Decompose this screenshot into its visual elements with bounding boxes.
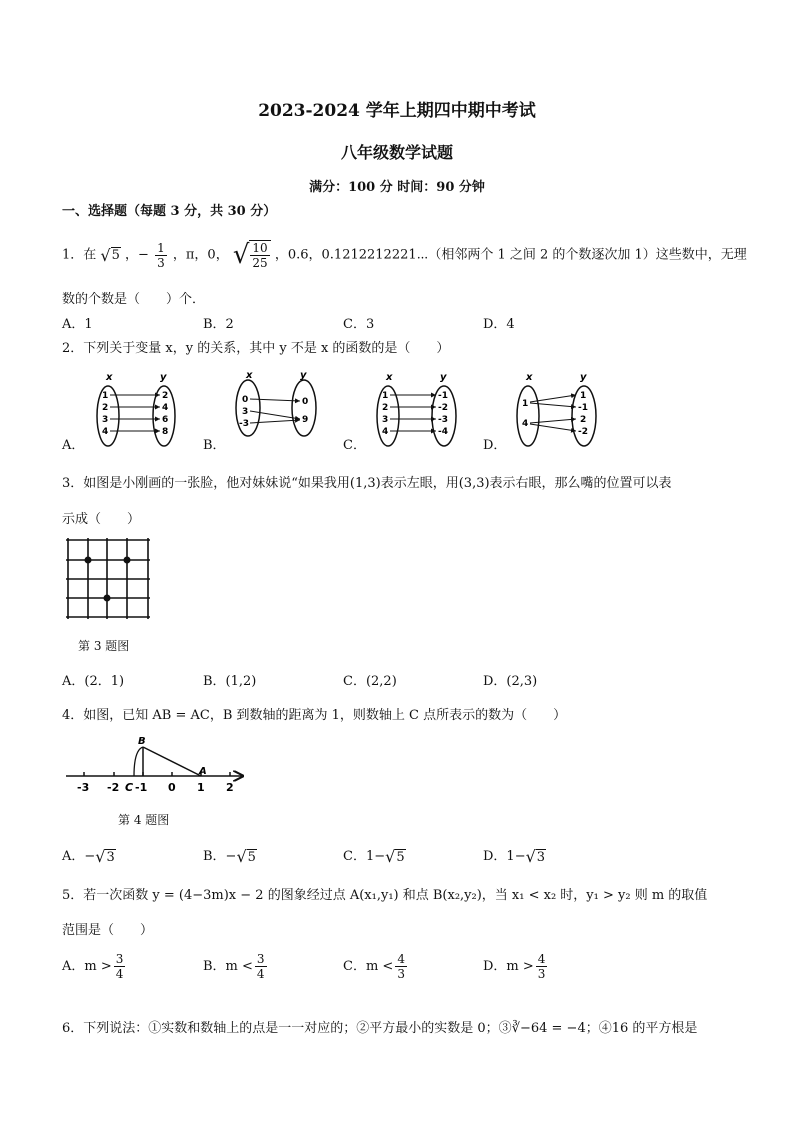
svg-text:-1: -1	[438, 391, 448, 401]
q3-face-grid	[62, 535, 154, 623]
svg-text:4: 4	[102, 427, 109, 437]
svg-text:-3: -3	[77, 781, 90, 794]
svg-text:9: 9	[302, 415, 309, 425]
svg-text:x: x	[526, 372, 533, 383]
svg-text:1: 1	[102, 391, 109, 401]
svg-text:0: 0	[242, 395, 249, 405]
diagram-d	[517, 372, 596, 446]
svg-text:2: 2	[226, 781, 234, 794]
q5-option-b[interactable]: B．m < $\frac{3}{4}$	[203, 952, 265, 981]
svg-text:0: 0	[302, 397, 309, 407]
svg-text:2: 2	[102, 403, 109, 413]
svg-text:x: x	[386, 372, 393, 383]
svg-text:x: x	[246, 370, 253, 381]
q1-option-a[interactable]: A．1	[62, 317, 93, 332]
svg-text:1: 1	[522, 399, 529, 409]
question-5-line2: 范围是（ ）	[62, 923, 154, 938]
svg-text:-2: -2	[107, 781, 120, 794]
diagram-c	[377, 372, 456, 446]
right-eye-dot	[124, 557, 131, 564]
diagram-a	[97, 372, 175, 446]
exam-subtitle: 八年级数学试题	[340, 143, 453, 162]
q5-option-c[interactable]: C．m < $\frac{4}{3}$	[343, 952, 405, 981]
q5-option-a[interactable]: A．m > $\frac{3}{4}$	[62, 952, 124, 981]
point-b: B	[138, 736, 146, 747]
left-eye-dot	[85, 557, 92, 564]
q1-option-c[interactable]: C．3	[343, 317, 375, 332]
q4-option-b[interactable]: B．− √ 5	[203, 847, 256, 866]
svg-text:-3: -3	[438, 415, 448, 425]
svg-text:y: y	[440, 372, 447, 383]
question-5: 5．若一次函数 y = (4−3m)x − 2 的图象经过点 A(x₁,y₁) 和点 B(x₂,y₂)，当 x₁ < x₂ 时，y₁ > y₂ 则 m 的取值	[62, 888, 708, 903]
diagram-b	[236, 370, 316, 436]
q3-caption: 第 3 题图	[78, 639, 130, 653]
q3-option-b[interactable]: B．(1,2)	[203, 674, 257, 689]
q3-option-c[interactable]: C．(2,2)	[343, 674, 397, 689]
svg-text:0: 0	[168, 781, 176, 794]
svg-text:-2: -2	[578, 427, 588, 437]
q3-option-a[interactable]: A．(2．1)	[62, 674, 125, 689]
question-1: 1．在 √ 5 ，− $\frac{1}{3}$ ，π，0， √ $\frac{10}{25}$ ，0.6，0.1212212221⋯（相邻两个 1 之间 2 的个数逐次加 1）这些数中，无理	[62, 240, 747, 270]
svg-text:8: 8	[162, 427, 169, 437]
svg-text:2: 2	[382, 403, 389, 413]
q4-option-a[interactable]: A．− √ 3	[62, 847, 115, 866]
svg-text:1: 1	[580, 391, 587, 401]
question-1-line2: 数的个数是（ ）个．	[62, 292, 206, 307]
question-6: 6．下列说法：①实数和数轴上的点是一一对应的；②平方最小的实数是 0；③∛−64 = −4；④16 的平方根是	[62, 1021, 698, 1036]
svg-text:6: 6	[162, 415, 169, 425]
svg-text:1: 1	[197, 781, 205, 794]
svg-text:-3: -3	[239, 419, 249, 429]
svg-text:3: 3	[382, 415, 389, 425]
q4-option-c[interactable]: C．1− √ 5	[343, 847, 405, 866]
svg-text:4: 4	[382, 427, 389, 437]
svg-text:1: 1	[382, 391, 389, 401]
svg-text:-4: -4	[438, 427, 448, 437]
q4-option-d[interactable]: D．1− √ 3	[483, 847, 546, 866]
svg-text:y: y	[300, 370, 307, 381]
question-4: 4．如图，已知 AB = AC，B 到数轴的距离为 1，则数轴上 C 点所表示的数为（ ）	[62, 708, 567, 723]
q2-option-b[interactable]: B．	[203, 438, 226, 453]
svg-text:2: 2	[162, 391, 169, 401]
exam-meta: 满分：100 分 时间：90 分钟	[309, 180, 485, 195]
svg-text:-1: -1	[135, 781, 148, 794]
exam-title: 2023-2024 学年上期四中期中考试	[258, 101, 536, 121]
mouth-dot	[104, 595, 111, 602]
question-2: 2．下列关于变量 x，y 的关系，其中 y 不是 x 的函数的是（ ）	[62, 341, 450, 356]
q2-option-c[interactable]: C．	[343, 438, 366, 453]
q4-number-line	[62, 732, 252, 796]
q1-option-b[interactable]: B．2	[203, 317, 234, 332]
q2-option-a[interactable]: A．	[62, 438, 85, 453]
svg-text:x: x	[106, 372, 113, 383]
svg-text:y: y	[580, 372, 587, 383]
question-3: 3．如图是小刚画的一张脸，他对妹妹说“如果我用(1,3)表示左眼，用(3,3)表示右眼，那么嘴的位置可以表	[62, 476, 672, 491]
q2-mapping-diagrams	[80, 368, 600, 450]
q4-caption: 第 4 题图	[118, 813, 170, 827]
svg-text:-1: -1	[578, 403, 588, 413]
svg-text:-2: -2	[438, 403, 448, 413]
svg-text:2: 2	[580, 415, 587, 425]
question-3-line2: 示成（ ）	[62, 512, 141, 527]
q1-option-d[interactable]: D．4	[483, 317, 515, 332]
q2-option-d[interactable]: D．	[483, 438, 507, 453]
svg-text:3: 3	[102, 415, 109, 425]
svg-text:C: C	[125, 781, 134, 794]
section-heading: 一、选择题（每题 3 分，共 30 分）	[62, 204, 277, 219]
svg-text:4: 4	[522, 419, 529, 429]
svg-text:y: y	[160, 372, 167, 383]
svg-text:4: 4	[162, 403, 169, 413]
svg-text:3: 3	[242, 407, 249, 417]
q3-option-d[interactable]: D．(2,3)	[483, 674, 538, 689]
q5-option-d[interactable]: D．m > $\frac{4}{3}$	[483, 952, 546, 981]
point-a: A	[199, 766, 207, 777]
